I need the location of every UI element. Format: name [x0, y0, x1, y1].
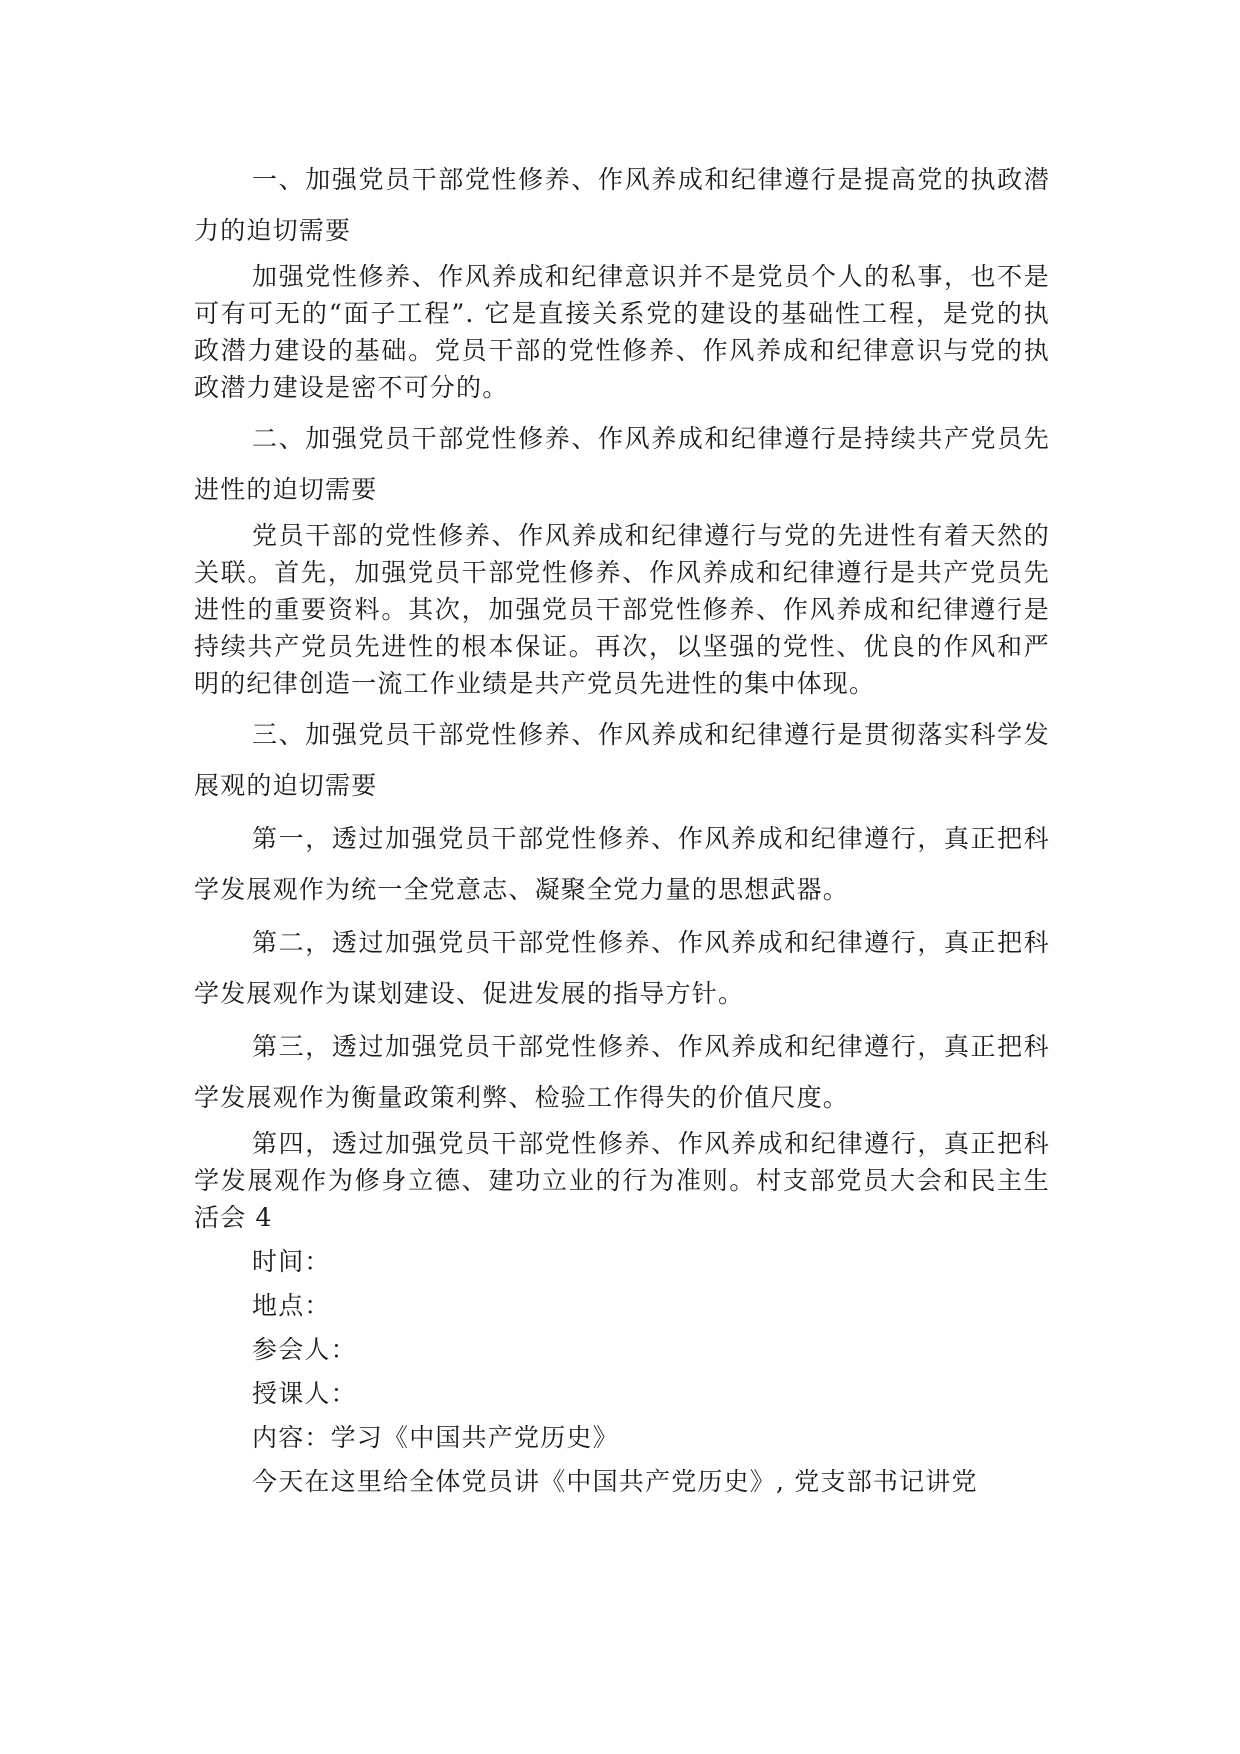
section-heading-2: 二、加强党员干部党性修养、作风养成和纪律遵行是持续共产党员先进性的迫切需要: [194, 424, 1050, 504]
document-page: [194, 154, 1050, 1507]
meta-attendees: 参会人：: [252, 1335, 357, 1364]
point-paragraph-4: 第四，透过加强党员干部党性修养、作风养成和纪律遵行，真正把科学发展观作为修身立德、建功立业的行为准则。村支部党员大会和民主生活会 4: [194, 1129, 1050, 1232]
section-heading-1: 一、加强党员干部党性修养、作风养成和纪律遵行是提高党的执政潜力的迫切需要: [194, 165, 1050, 245]
point-paragraph-2: 第二，透过加强党员干部党性修养、作风养成和纪律遵行，真正把科学发展观作为谋划建设、促进发展的指导方针。: [194, 928, 1050, 1008]
closing-paragraph: 今天在这里给全体党员讲《中国共产党历史》, 党支部书记讲党: [252, 1467, 978, 1496]
body-paragraph-1: 加强党性修养、作风养成和纪律意识并不是党员个人的私事，也不是可有可无的“面子工程”. 它是直接关系党的建设的基础性工程，是党的执政潜力建设的基础。党员干部的党性修养、作风养成和纪律意识与党的执政潜力建设是密不可分的。: [194, 262, 1050, 402]
meta-place: 地点：: [252, 1291, 331, 1320]
meta-lecturer: 授课人：: [252, 1379, 357, 1408]
meta-time: 时间：: [252, 1247, 331, 1276]
point-paragraph-3: 第三，透过加强党员干部党性修养、作风养成和纪律遵行，真正把科学发展观作为衡量政策利弊、检验工作得失的价值尺度。: [194, 1032, 1050, 1112]
section-heading-3: 三、加强党员干部党性修养、作风养成和纪律遵行是贯彻落实科学发展观的迫切需要: [194, 720, 1050, 800]
meta-content: 内容：学习《中国共产党历史》: [252, 1423, 619, 1452]
body-paragraph-2: 党员干部的党性修养、作风养成和纪律遵行与党的先进性有着天然的关联。首先，加强党员干部党性修养、作风养成和纪律遵行是共产党员先进性的重要资料。其次，加强党员干部党性修养、作风养成和纪律遵行是持续共产党员先进性的根本保证。再次，以坚强的党性、优良的作风和严明的纪律创造一流工作业绩是共产党员先进性的集中体现。: [194, 521, 1050, 698]
point-paragraph-1: 第一，透过加强党员干部党性修养、作风养成和纪律遵行，真正把科学发展观作为统一全党意志、凝聚全党力量的思想武器。: [194, 824, 1050, 904]
